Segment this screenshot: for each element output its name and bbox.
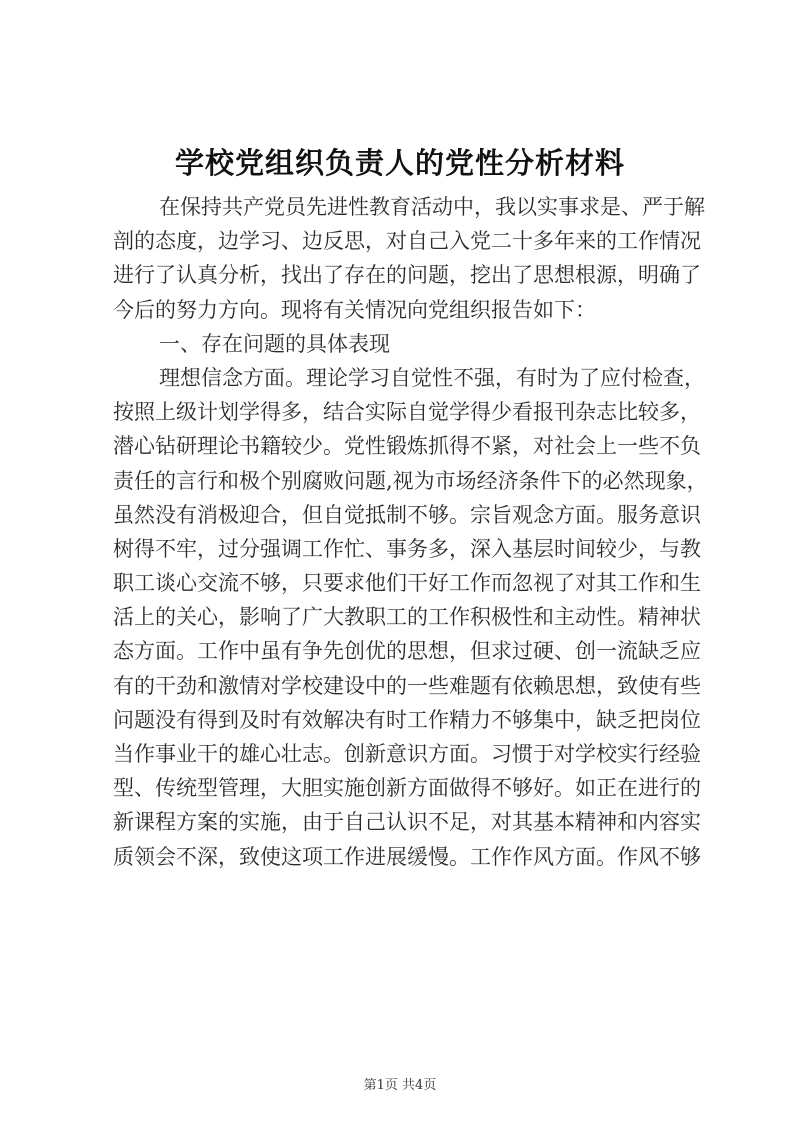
text-line: 问题没有得到及时有效解决有时工作精力不够集中，缺乏把岗位 (113, 707, 701, 732)
text-line: 今后的努力方向。现将有关情况向党组织报告如下： (113, 297, 596, 322)
text-line: 责任的言行和极个别腐败问题,视为市场经济条件下的必然现象， (113, 468, 708, 493)
text-line: 有的干劲和激情对学校建设中的一些难题有依赖思想，致使有些 (113, 673, 701, 698)
text-line: 按照上级计划学得多，结合实际自觉学得少看报刊杂志比较多， (113, 400, 701, 425)
text-line: 一、存在问题的具体表现 (159, 331, 390, 356)
text-line: 当作事业干的雄心壮志。创新意识方面。习惯于对学校实行经验 (113, 742, 701, 766)
text-line: 型、传统型管理，大胆实施创新方面做得不够好。如正在进行的 (113, 776, 701, 801)
text-line: 理想信念方面。理论学习自觉性不强，有时为了应付检查， (159, 365, 705, 390)
text-line: 剖的态度，边学习、边反思，对自己入党二十多年来的工作情况 (113, 229, 701, 254)
text-line: 树得不牢，过分强调工作忙、事务多，深入基层时间较少，与教 (113, 536, 701, 561)
text-line: 态方面。工作中虽有争先创优的思想，但求过硬、创一流缺乏应 (113, 639, 701, 664)
document-body (113, 190, 708, 874)
document-title: 学校党组织负责人的党性分析材料 (174, 146, 625, 180)
text-line: 虽然没有消极迎合，但自觉抵制不够。宗旨观念方面。服务意识 (113, 502, 701, 527)
text-line: 在保持共产党员先进性教育活动中，我以实事求是、严于解 (159, 195, 705, 219)
text-line: 职工谈心交流不够，只要求他们干好工作而忽视了对其工作和生 (113, 571, 701, 596)
text-line: 活上的关心，影响了广大教职工的工作积极性和主动性。精神状 (113, 605, 701, 630)
page-footer: 第1页 共4页 (363, 1078, 437, 1093)
text-line: 新课程方案的实施，由于自己认识不足，对其基本精神和内容实 (113, 810, 701, 835)
text-line: 质领会不深，致使这项工作进展缓慢。工作作风方面。作风不够 (113, 844, 701, 869)
text-line: 潜心钻研理论书籍较少。党性锻炼抓得不紧，对社会上一些不负 (113, 434, 701, 459)
text-line: 进行了认真分析，找出了存在的问题，挖出了思想根源，明确了 (113, 263, 701, 288)
